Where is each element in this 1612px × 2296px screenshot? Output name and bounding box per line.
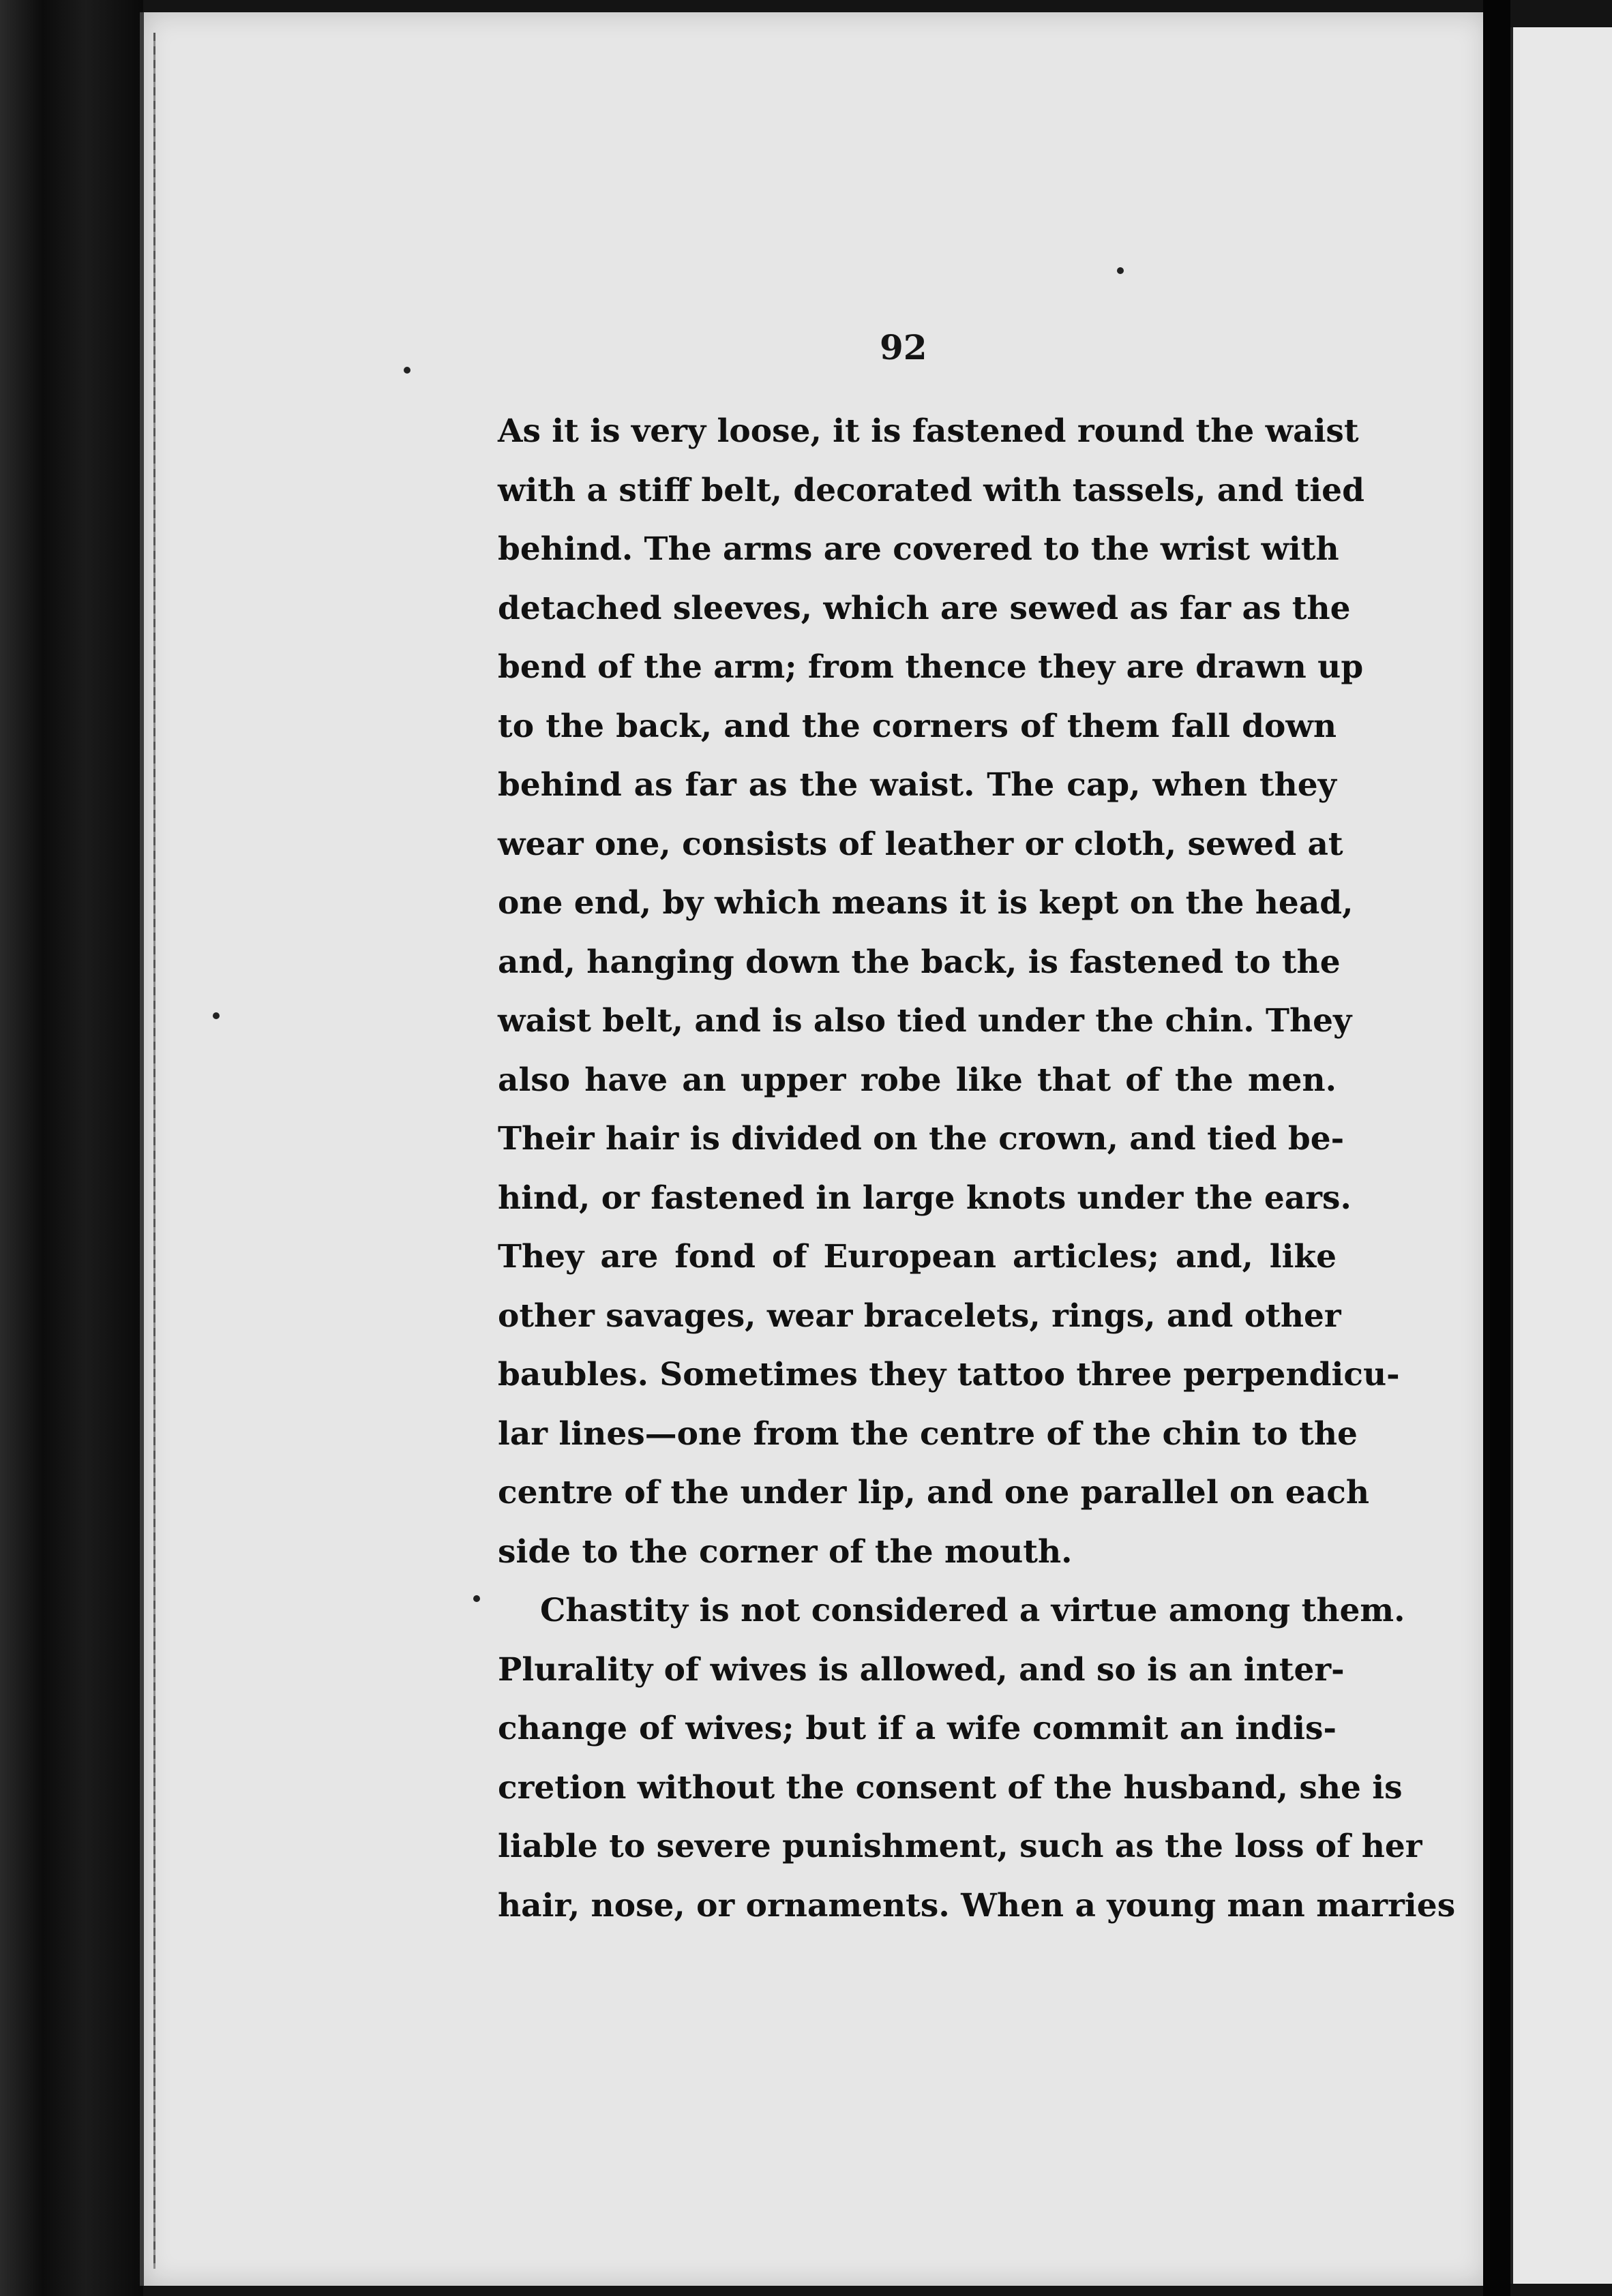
text-line: Their hair is divided on the crown, and tied be- — [498, 1120, 1345, 1158]
text-line: wear one, consists of leather or cloth, sewed at — [498, 825, 1343, 863]
text-line: waist belt, and is also tied under the chin. They — [498, 1002, 1352, 1040]
text-line: behind. The arms are covered to the wrist with — [498, 530, 1339, 568]
book-spine — [0, 0, 143, 2296]
text-line: change of wives; but if a wife commit an indis- — [498, 1710, 1337, 1747]
text-line: behind as far as the waist. The cap, when they — [498, 766, 1337, 804]
text-line: side to the corner of the mouth. — [498, 1532, 1073, 1571]
page-number: 92 — [880, 327, 927, 367]
text-line: with a stiff belt, decorated with tassels, and tied — [498, 471, 1364, 509]
ink-speck — [1117, 267, 1124, 274]
text-line: Chastity is not considered a virtue among them. — [540, 1592, 1405, 1629]
paragraph-2 — [498, 1582, 1456, 1935]
text-line: detached sleeves, which are sewed as far as the — [498, 589, 1351, 627]
text-line: bend of the arm; from thence they are drawn up — [498, 648, 1364, 686]
text-line: liable to severe punishment, such as the loss of her — [498, 1828, 1422, 1865]
text-line: centre of the under lip, and one parallel on each — [498, 1474, 1370, 1511]
text-line: They are fond of European articles; and, like — [498, 1238, 1337, 1275]
body-text — [498, 402, 1456, 1935]
page-gutter — [1483, 0, 1510, 2296]
ink-speck — [404, 367, 411, 374]
text-line: As it is very loose, it is fastened round the waist — [498, 412, 1359, 450]
text-line: Plurality of wives is allowed, and so is an inter- — [498, 1650, 1345, 1689]
text-line: other savages, wear bracelets, rings, and other — [498, 1297, 1341, 1335]
ink-speck — [473, 1595, 480, 1602]
text-line: cretion without the consent of the husband, she is — [498, 1768, 1403, 1807]
page-edge-stitching — [153, 33, 155, 2269]
facing-page-edge — [1510, 27, 1612, 2284]
text-line: hair, nose, or ornaments. When a young man marries — [498, 1886, 1456, 1924]
text-line: hind, or fastened in large knots under the ears. — [498, 1179, 1352, 1217]
text-line: to the back, and the corners of them fall down — [498, 707, 1337, 745]
text-line: and, hanging down the back, is fastened to the — [498, 943, 1341, 981]
paragraph-1 — [498, 402, 1400, 1582]
text-line: lar lines—one from the centre of the chin to the — [498, 1415, 1358, 1453]
text-line: one end, by which means it is kept on the head, — [498, 884, 1354, 922]
text-line: also have an upper robe like that of the men. — [498, 1061, 1337, 1099]
text-line: baubles. Sometimes they tattoo three perpendicu- — [498, 1356, 1400, 1393]
ink-speck — [213, 1012, 220, 1019]
